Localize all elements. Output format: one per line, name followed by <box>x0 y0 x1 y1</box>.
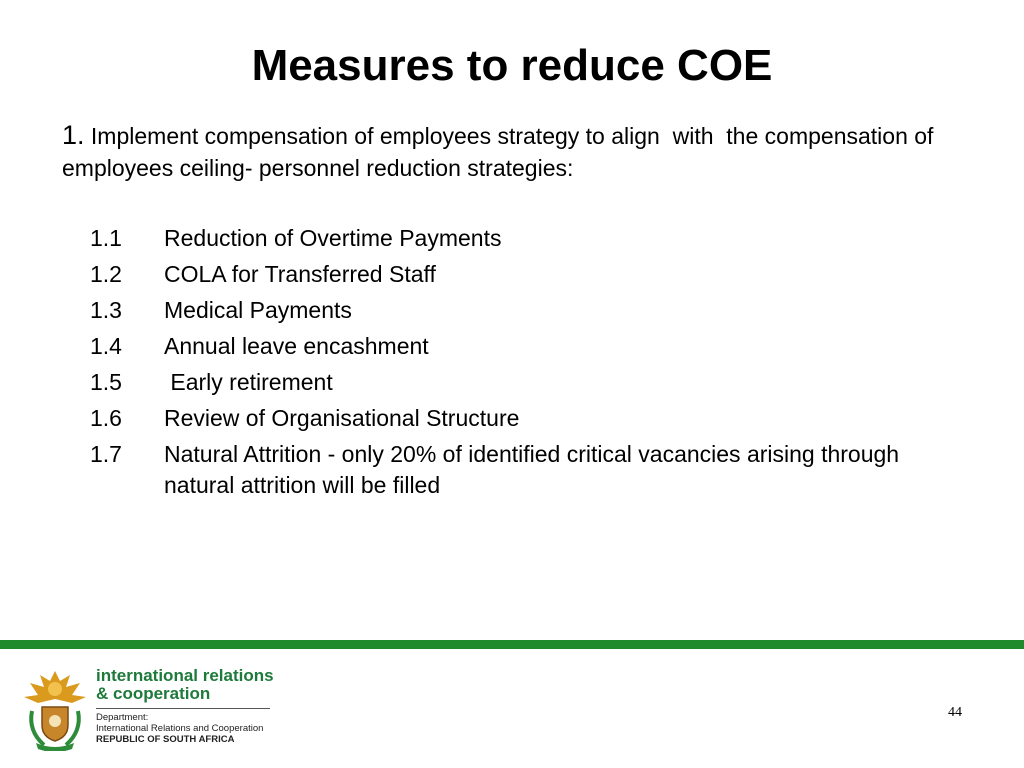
list-item-text: Medical Payments <box>164 297 352 323</box>
list-item <box>90 259 930 290</box>
list-item-number: 1.6 <box>90 405 122 431</box>
logo-line-1: international relations <box>96 666 274 685</box>
slide-title: Measures to reduce COE <box>251 41 773 90</box>
list-item <box>90 295 930 326</box>
page-number: 44 <box>948 705 962 720</box>
list-item <box>90 403 930 434</box>
list-item-number: 1.1 <box>90 225 122 251</box>
list-item-text: Review of Organisational Structure <box>164 405 520 431</box>
footer-divider-bar <box>0 640 1024 649</box>
department-logo <box>22 667 342 757</box>
list-item-text: COLA for Transferred Staff <box>164 261 436 287</box>
department-label: Department: <box>96 712 149 723</box>
list-item <box>90 367 930 398</box>
list-item-text: Natural Attrition - only 20% of identified critical vacancies arising through natural attrition will be filled <box>164 441 906 498</box>
list-item <box>90 439 930 501</box>
logo-line-2: & cooperation <box>96 684 211 703</box>
intro-text: Implement compensation of employees strategy to align with the compensation of employees ceiling- personnel reduction strategies: <box>62 123 940 181</box>
list-item <box>90 223 930 254</box>
logo-divider <box>96 708 270 709</box>
list-item-text: Annual leave encashment <box>164 333 429 359</box>
list-item-number: 1.5 <box>90 369 122 395</box>
list-item-number: 1.2 <box>90 261 122 287</box>
intro-paragraph <box>62 120 942 184</box>
list-item-number: 1.4 <box>90 333 122 359</box>
department-name: International Relations and Cooperation <box>96 723 264 734</box>
list-item-text: Early retirement <box>164 369 333 395</box>
coat-of-arms-icon <box>22 667 88 751</box>
list-item <box>90 331 930 362</box>
intro-number: 1. <box>62 120 85 150</box>
logo-wordmark <box>96 667 336 703</box>
list-item-text: Reduction of Overtime Payments <box>164 225 502 251</box>
measures-list <box>90 223 930 506</box>
list-item-number: 1.7 <box>90 441 122 467</box>
country-name: REPUBLIC OF SOUTH AFRICA <box>96 734 235 745</box>
list-item-number: 1.3 <box>90 297 122 323</box>
